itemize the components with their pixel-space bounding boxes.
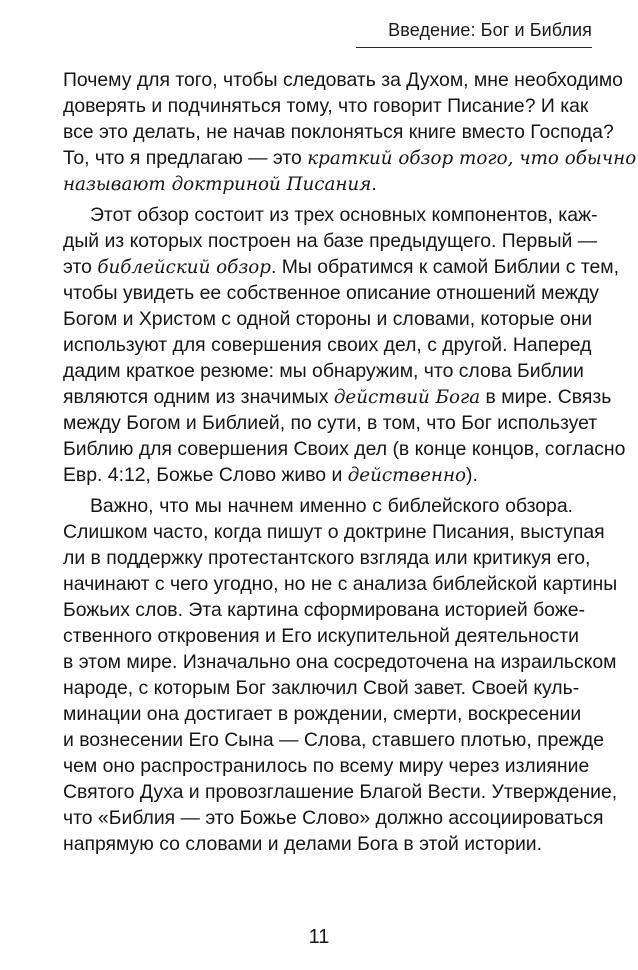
text-run: все это делать, не начав поклоняться книге вместо Господа?	[63, 121, 614, 143]
text-run: ственного откровения и Его искупительной деятельности	[63, 625, 579, 647]
text-run: народе, с которым Бог заключил Свой завет. Своей куль-	[63, 677, 580, 699]
text-run: и вознесении Его Сына — Слова, ставшего плотью, прежде	[63, 729, 605, 751]
text-run: что «Библия — это Божье Слово» должно ассоциироваться	[63, 807, 604, 829]
text-run: между Богом и Библией, по сути, в том, что Бог использует	[63, 412, 598, 434]
text-line	[63, 332, 592, 358]
italic-run: краткий обзор того, что обычно	[307, 148, 637, 169]
italic-run: называют доктриной Писания	[63, 174, 372, 195]
text-line	[63, 519, 605, 545]
text-run: дадим краткое резюме: мы обнаружим, что слова Библии	[63, 360, 584, 382]
text-line	[63, 306, 593, 332]
text-run: ).	[466, 464, 478, 486]
text-run: являются одним из значимых	[63, 386, 334, 408]
text-run: чтобы увидеть ее собственное описание отношений между	[63, 282, 600, 304]
text-run: Богом и Христом с одной стороны и словами, которые они	[63, 308, 593, 330]
text-run: в мире. Связь	[480, 386, 612, 408]
text-line	[63, 67, 623, 93]
paragraph	[63, 493, 618, 857]
italic-run: библейский обзор	[97, 257, 271, 278]
text-line	[63, 358, 584, 384]
text-line	[63, 462, 573, 488]
text-run: ли в поддержку протестантского взгляда или критикуя его,	[63, 547, 591, 569]
text-line	[63, 597, 585, 623]
italic-run: действенно	[347, 465, 467, 486]
text-line	[63, 410, 598, 436]
text-line	[63, 779, 618, 805]
text-line	[63, 753, 590, 779]
text-run: Слишком часто, когда пишут о доктрине Писания, выступая	[63, 521, 605, 543]
text-run: Почему для того, чтобы следовать за Духом, мне необходимо	[63, 69, 623, 91]
paragraph	[63, 202, 626, 488]
text-run: в этом мире. Изначально она сосредоточена на израильском	[63, 651, 617, 673]
text-run: Евр. 4:12, Божье Слово живо и	[63, 464, 348, 486]
text-run: напрямую со словами и делами Бога в этой истории.	[63, 833, 543, 855]
text-run: Важно, что мы начнем именно с библейского обзора.	[90, 495, 573, 517]
text-run: дый из которых построен на базе предыдущего. Первый —	[63, 230, 598, 252]
text-line	[63, 254, 619, 280]
text-run: Этот обзор состоит из трех основных компонентов, каж-	[90, 204, 598, 226]
text-line	[63, 202, 598, 228]
text-run: начинают с чего угодно, но не с анализа библейской картины	[63, 573, 618, 595]
italic-run: действий Бога	[333, 387, 481, 408]
text-run: чем оно распространилось по всему миру через излияние	[63, 755, 590, 777]
text-run: минации она достигает в рождении, смерти, воскресении	[63, 703, 582, 725]
text-run: используют для совершения своих дел, с другой. Наперед	[63, 334, 592, 356]
text-line	[63, 384, 612, 410]
text-line	[63, 280, 600, 306]
text-line	[63, 675, 580, 701]
text-run: доверять и подчиняться тому, что говорит Писание? И как	[63, 95, 589, 117]
text-line	[63, 805, 604, 831]
text-run: .	[371, 173, 377, 195]
text-line	[63, 727, 605, 753]
text-line	[63, 623, 579, 649]
text-run: . Мы обратимся к самой Библии с тем,	[271, 256, 619, 278]
text-line	[63, 831, 573, 857]
text-run: Святого Духа и провозглашение Благой Вести. Утверждение,	[63, 781, 618, 803]
text-line	[63, 701, 582, 727]
text-line	[63, 93, 589, 119]
text-line	[63, 145, 637, 171]
running-head: Введение: Бог и Библия	[388, 20, 592, 40]
text-line	[63, 171, 573, 197]
paragraph	[63, 67, 637, 197]
text-run: Библию для совершения Своих дел (в конце концов, согласно	[63, 438, 626, 460]
text-run: это	[63, 256, 98, 278]
text-line	[63, 545, 591, 571]
text-run: Божьих слов. Эта картина сформирована историей боже-	[63, 599, 585, 621]
text-line	[63, 571, 618, 597]
page-number: 11	[308, 926, 330, 948]
text-line	[63, 649, 617, 675]
text-line	[63, 228, 598, 254]
body-text	[63, 67, 637, 857]
text-line	[63, 493, 573, 519]
header-rule	[356, 47, 592, 48]
text-line	[63, 119, 614, 145]
text-run: То, что я предлагаю — это	[63, 147, 308, 169]
text-line	[63, 436, 626, 462]
